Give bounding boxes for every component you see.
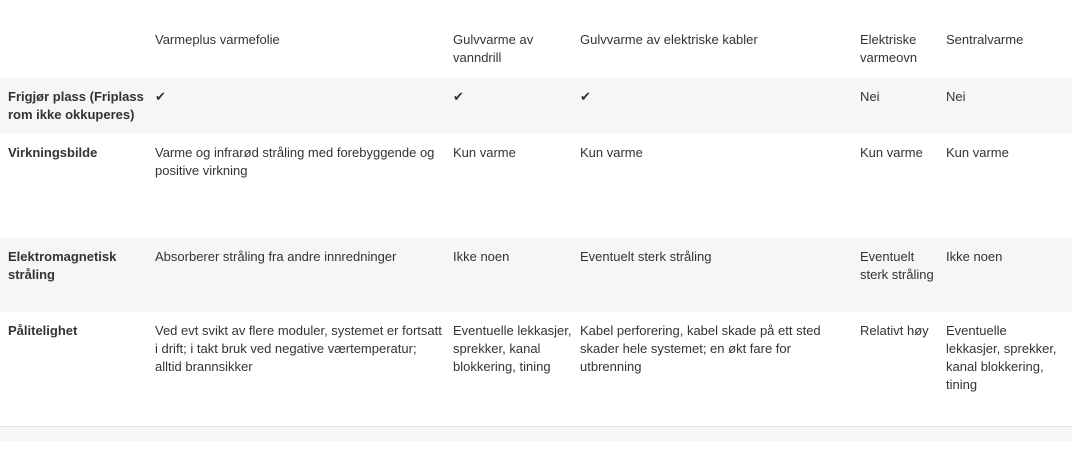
- header-empty: [0, 0, 155, 78]
- row-label: Frigjør plass (Friplass rom ikke okkuperes): [0, 78, 155, 134]
- check-icon: ✔: [155, 78, 453, 134]
- table-row: [0, 238, 1072, 312]
- table-cell: Kabel perforering, kabel skade på ett sted skader hele systemet; en økt fare for utbrenning: [580, 323, 821, 374]
- table-cell: Eventuelt sterk stråling: [860, 238, 946, 312]
- table-cell: Nei: [946, 78, 1072, 134]
- header-varmeplus: Varmeplus varmefolie: [155, 32, 280, 47]
- table-cell: Eventuelle lekkasjer, sprekker, kanal blokkering, tining: [946, 323, 1057, 392]
- check-icon: ✔: [580, 78, 860, 134]
- table-cell: Relativt høy: [860, 323, 929, 338]
- table-cell: Kun varme: [453, 145, 516, 160]
- table-cell: Kun varme: [860, 145, 923, 160]
- header-gulvvarme-vann: Gulvvarme av vanndrill: [453, 32, 534, 65]
- table-cell: Varme og infrarød stråling med forebyggende og positive virkning: [155, 145, 435, 178]
- header-row: [0, 0, 1072, 78]
- table-cell: Ikke noen: [946, 238, 1072, 312]
- table-cell: Absorberer stråling fra andre innredninger: [155, 238, 453, 312]
- row-label: Virkningsbilde: [8, 145, 98, 160]
- table-cell: Kun varme: [946, 145, 1009, 160]
- row-label: Pålitelighet: [8, 323, 78, 338]
- row-label: Elektromagnetisk stråling: [0, 238, 155, 312]
- header-sentralvarme: Sentralvarme: [946, 32, 1024, 47]
- table-cell: Eventuelt sterk stråling: [580, 238, 860, 312]
- table-cell: Ved evt svikt av flere moduler, systemet er fortsatt i drift; i takt bruk ved negative værtemperatur; alltid brannsikker: [155, 323, 442, 374]
- header-elektriske-varmeovn: Elektriske varmeovn: [860, 32, 918, 65]
- check-icon: ✔: [453, 78, 580, 134]
- table-row: [0, 78, 1072, 134]
- footer-strip: [0, 427, 1072, 441]
- table-row: [0, 134, 1072, 238]
- table-cell: Eventuelle lekkasjer, sprekker, kanal blokkering, tining: [453, 323, 572, 374]
- header-gulvvarme-kabler: Gulvvarme av elektriske kabler: [580, 32, 758, 47]
- table-cell: Ikke noen: [453, 238, 580, 312]
- table-cell: Kun varme: [580, 145, 643, 160]
- table-row: [0, 312, 1072, 428]
- table-cell: Nei: [860, 78, 946, 134]
